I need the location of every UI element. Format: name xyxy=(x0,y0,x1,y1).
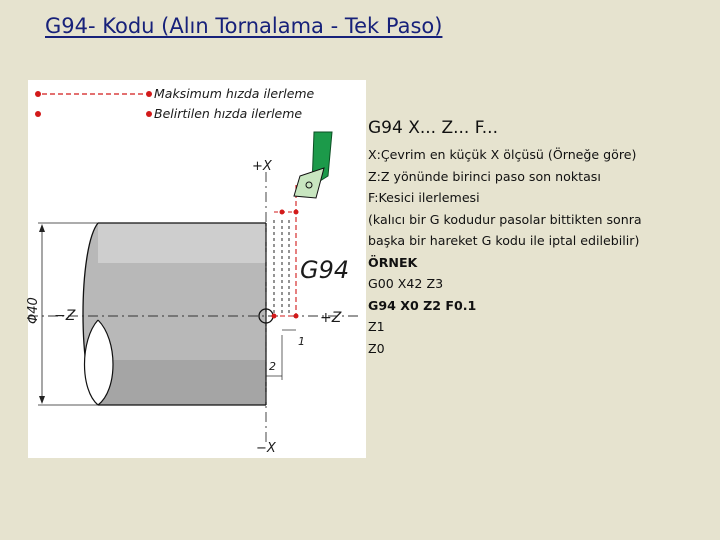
legend-rapid-start-dot xyxy=(35,91,41,97)
axis-minus-z-label: −Z xyxy=(54,308,76,324)
axis-plus-x-label: +X xyxy=(252,159,272,174)
legend-rapid-label: Maksimum hızda ilerleme xyxy=(154,86,315,101)
modal-note-line-2: başka bir hareket G kodu ile iptal edilebilir) xyxy=(368,233,640,248)
workpiece-highlight xyxy=(98,223,266,263)
diameter-arrow-bottom xyxy=(39,396,45,404)
modal-note-line-1: (kalıcı bir G kodudur pasolar bittikten sonra xyxy=(368,211,642,227)
diagram-svg xyxy=(28,80,366,458)
param-x-line: X:Çevrim en küçük X ölçüsü (Örneğe göre) xyxy=(368,147,637,162)
g94-code-label: G94 xyxy=(300,256,350,284)
page-title: G94- Kodu (Alın Tornalama - Tek Paso) xyxy=(45,14,443,38)
axis-plus-z-label: +Z xyxy=(320,310,342,326)
cutting-tool-icon xyxy=(294,132,332,198)
example-line-1: G00 X42 Z3 xyxy=(368,276,444,291)
diameter-label: Φ40 xyxy=(26,297,41,324)
dim-1-label: 1 xyxy=(298,335,305,348)
legend-feed-start-dot xyxy=(35,111,41,117)
param-f-line: F:Kesici ilerlemesi xyxy=(368,190,480,205)
path-dot-3 xyxy=(272,314,277,319)
legend-feed-label: Belirtilen hızda ilerleme xyxy=(154,106,303,121)
workpiece-shadow xyxy=(98,360,266,405)
example-line-4: Z0 xyxy=(368,340,385,356)
axis-minus-x-label: −X xyxy=(256,441,276,456)
syntax-heading: G94 X... Z... F... xyxy=(368,118,498,138)
example-line-3: Z1 xyxy=(368,319,385,334)
legend-rapid-end-dot xyxy=(146,91,152,97)
legend-feed-end-dot xyxy=(146,111,152,117)
example-line-2: G94 X0 Z2 F0.1 xyxy=(368,297,477,313)
g94-diagram xyxy=(28,80,366,458)
diameter-arrow-top xyxy=(39,224,45,232)
path-dot-4 xyxy=(294,314,299,319)
example-heading: ÖRNEK xyxy=(368,254,418,270)
dim-2-label: 2 xyxy=(269,360,276,373)
param-z-line: Z:Z yönünde birinci paso son noktası xyxy=(368,168,601,184)
explanation-text xyxy=(368,118,718,359)
tool-insert xyxy=(294,168,324,198)
